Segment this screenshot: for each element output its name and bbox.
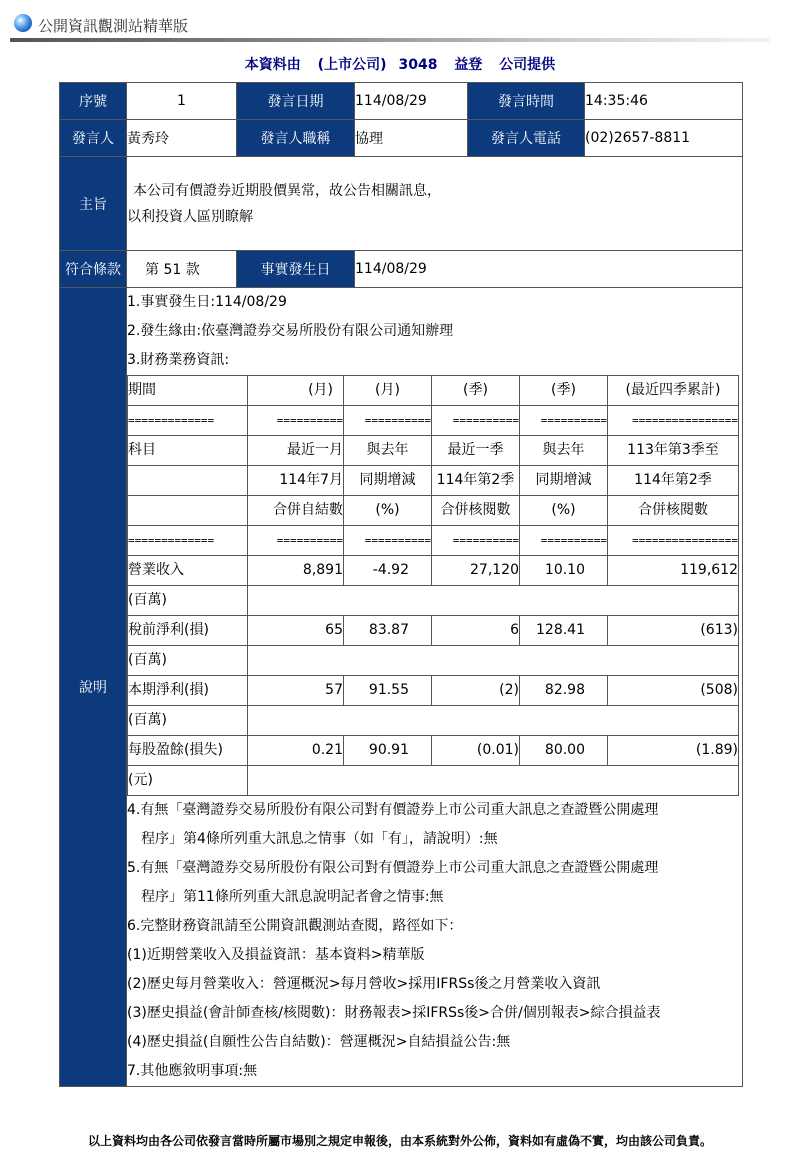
- time-label: 發言時間: [468, 83, 585, 120]
- row-subject: [60, 157, 743, 251]
- header-cell: 合併核閱數: [608, 496, 739, 526]
- separator-cell: ==========: [432, 406, 520, 436]
- separator-cell: ================: [608, 406, 739, 436]
- separator-row: [128, 406, 739, 436]
- period-cell: (最近四季累計): [608, 376, 739, 406]
- globe-icon: [14, 14, 32, 32]
- seq-value: 1: [127, 83, 237, 120]
- header-cell: 最近一月: [248, 436, 344, 466]
- phone-value: (02)2657-8811: [585, 120, 743, 157]
- speaker-value: 黃秀玲: [127, 120, 237, 157]
- desc-line-4b: 程序」第4條所列重大訊息之情事（如「有」，請說明）:無: [141, 831, 498, 847]
- row-seq: [60, 83, 743, 120]
- financial-value: 90.91: [344, 736, 432, 766]
- financial-value: 8,891: [248, 556, 344, 586]
- financial-value: 65: [248, 616, 344, 646]
- seq-label: 序號: [60, 83, 127, 120]
- financial-value: 91.55: [344, 676, 432, 706]
- separator-cell: =============: [128, 526, 248, 556]
- financial-unit-row: [128, 766, 739, 796]
- site-header: [10, 8, 770, 42]
- separator-cell: ==========: [344, 406, 432, 436]
- financial-item: 每股盈餘(損失): [128, 736, 248, 766]
- separator-cell: ==========: [432, 526, 520, 556]
- separator-cell: =============: [128, 406, 248, 436]
- financial-table: [127, 375, 739, 796]
- heading-prefix: 本資料由: [244, 57, 301, 73]
- desc-line-6-4: (4)歷史損益(自願性公告自結數)：營運概況>自結損益公告:無: [127, 1034, 511, 1050]
- header-cell: 合併自結數: [248, 496, 344, 526]
- heading-suffix: 公司提供: [499, 57, 556, 73]
- financial-value: (2): [432, 676, 520, 706]
- row-speaker: [60, 120, 743, 157]
- header-cell: 同期增減: [520, 466, 608, 496]
- header-cell: 114年7月: [248, 466, 344, 496]
- header-cell: (%): [344, 496, 432, 526]
- desc-line-1: 1.事實發生日:114/08/29: [127, 294, 287, 310]
- header-row-1: [128, 436, 739, 466]
- speaker-label: 發言人: [60, 120, 127, 157]
- financial-row: [128, 676, 739, 706]
- separator-cell: ==========: [344, 526, 432, 556]
- period-cell: 期間: [128, 376, 248, 406]
- speaker-title-label: 發言人職稱: [237, 120, 355, 157]
- site-title: 公開資訊觀測站精華版: [38, 17, 189, 35]
- financial-value: 83.87: [344, 616, 432, 646]
- period-row: [128, 376, 739, 406]
- header-cell: 最近一季: [432, 436, 520, 466]
- header-cell: (%): [520, 496, 608, 526]
- financial-value: 128.41: [520, 616, 608, 646]
- description-body: [127, 288, 743, 1087]
- occur-label: 事實發生日: [237, 251, 355, 288]
- financial-item: 本期淨利(損): [128, 676, 248, 706]
- heading-market: (上市公司): [317, 57, 387, 73]
- financial-unit-filler: [248, 706, 739, 736]
- financial-value: 10.10: [520, 556, 608, 586]
- financial-unit-row: [128, 646, 739, 676]
- separator-cell: ==========: [248, 526, 344, 556]
- financial-unit: (元): [128, 766, 248, 796]
- period-cell: (月): [344, 376, 432, 406]
- header-cell: 114年第2季: [608, 466, 739, 496]
- speaker-title-value: 協理: [355, 120, 468, 157]
- row-clause: [60, 251, 743, 288]
- header-divider: [10, 38, 770, 42]
- separator-row: [128, 526, 739, 556]
- financial-value: (0.01): [432, 736, 520, 766]
- header-cell: 同期增減: [344, 466, 432, 496]
- row-description: [60, 288, 743, 1087]
- separator-cell: ==========: [520, 526, 608, 556]
- financial-unit-filler: [248, 586, 739, 616]
- period-cell: (季): [432, 376, 520, 406]
- financial-value: 27,120: [432, 556, 520, 586]
- header-cell: 114年第2季: [432, 466, 520, 496]
- financial-value: 119,612: [608, 556, 739, 586]
- desc-line-6: 6.完整財務資訊請至公開資訊觀測站查閱，路徑如下：: [127, 918, 463, 934]
- subject-label: 主旨: [60, 157, 127, 251]
- desc-line-6-2: (2)歷史每月營業收入：營運概況>每月營收>採用IFRSs後之月營業收入資訊: [127, 976, 601, 992]
- clause-label: 符合條款: [60, 251, 127, 288]
- financial-value: 0.21: [248, 736, 344, 766]
- financial-item: 稅前淨利(損): [128, 616, 248, 646]
- desc-line-7: 7.其他應敘明事項:無: [127, 1063, 258, 1079]
- financial-unit: (百萬): [128, 706, 248, 736]
- financial-unit-filler: [248, 766, 739, 796]
- financial-value: (613): [608, 616, 739, 646]
- subject-line-2: 以利投資人區別瞭解: [127, 208, 253, 225]
- subject-line-1: 本公司有價證券近期股價異常，故公告相關訊息，: [133, 182, 441, 199]
- announcement-heading: [0, 54, 800, 74]
- financial-unit-row: [128, 586, 739, 616]
- financial-row: [128, 616, 739, 646]
- header-cell: 合併核閱數: [432, 496, 520, 526]
- description-label: 說明: [60, 288, 127, 1087]
- heading-code: 3048: [398, 57, 438, 73]
- desc-line-5b: 程序」第11條所列重大訊息說明記者會之情事:無: [141, 889, 444, 905]
- announcement-table: [59, 82, 743, 1087]
- financial-row: [128, 556, 739, 586]
- financial-value: 57: [248, 676, 344, 706]
- financial-value: (508): [608, 676, 739, 706]
- header-row-3: [128, 496, 739, 526]
- occur-value: 114/08/29: [355, 251, 743, 288]
- subject-text: [127, 157, 743, 251]
- separator-cell: ==========: [248, 406, 344, 436]
- financial-item: 營業收入: [128, 556, 248, 586]
- separator-cell: ================: [608, 526, 739, 556]
- desc-line-6-1: (1)近期營業收入及損益資訊：基本資料>精華版: [127, 947, 425, 963]
- financial-value: 6: [432, 616, 520, 646]
- header-cell: [128, 466, 248, 496]
- header-cell: [128, 496, 248, 526]
- clause-value: 第 51 款: [127, 251, 237, 288]
- financial-unit: (百萬): [128, 586, 248, 616]
- header-row-2: [128, 466, 739, 496]
- financial-value: 80.00: [520, 736, 608, 766]
- header-cell: 與去年: [344, 436, 432, 466]
- period-cell: (月): [248, 376, 344, 406]
- desc-line-4a: 4.有無「臺灣證券交易所股份有限公司對有價證券上市公司重大訊息之查證暨公開處理: [127, 802, 659, 818]
- desc-line-6-3: (3)歷史損益(會計師查核/核閱數)：財務報表>採IFRSs後>合併/個別報表>綜合損益表: [127, 1005, 661, 1021]
- date-label: 發言日期: [237, 83, 355, 120]
- financial-value: -4.92: [344, 556, 432, 586]
- separator-cell: ==========: [520, 406, 608, 436]
- date-value: 114/08/29: [355, 83, 468, 120]
- financial-unit-row: [128, 706, 739, 736]
- financial-rows: [128, 556, 739, 796]
- time-value: 14:35:46: [585, 83, 743, 120]
- financial-value: 82.98: [520, 676, 608, 706]
- header-cell: 與去年: [520, 436, 608, 466]
- desc-line-3: 3.財務業務資訊:: [127, 352, 230, 368]
- header-cell: 科目: [128, 436, 248, 466]
- desc-line-5a: 5.有無「臺灣證券交易所股份有限公司對有價證券上市公司重大訊息之查證暨公開處理: [127, 860, 659, 876]
- financial-unit: (百萬): [128, 646, 248, 676]
- period-cell: (季): [520, 376, 608, 406]
- header-cell: 113年第3季至: [608, 436, 739, 466]
- desc-line-2: 2.發生緣由:依臺灣證券交易所股份有限公司通知辦理: [127, 323, 454, 339]
- heading-company: 益登: [454, 57, 483, 73]
- financial-row: [128, 736, 739, 766]
- financial-value: (1.89): [608, 736, 739, 766]
- disclaimer-footer: 以上資料均由各公司依發言當時所屬市場別之規定申報後，由本系統對外公佈，資料如有虛偽不實，均由該公司負責。: [87, 1134, 712, 1148]
- phone-label: 發言人電話: [468, 120, 585, 157]
- financial-unit-filler: [248, 646, 739, 676]
